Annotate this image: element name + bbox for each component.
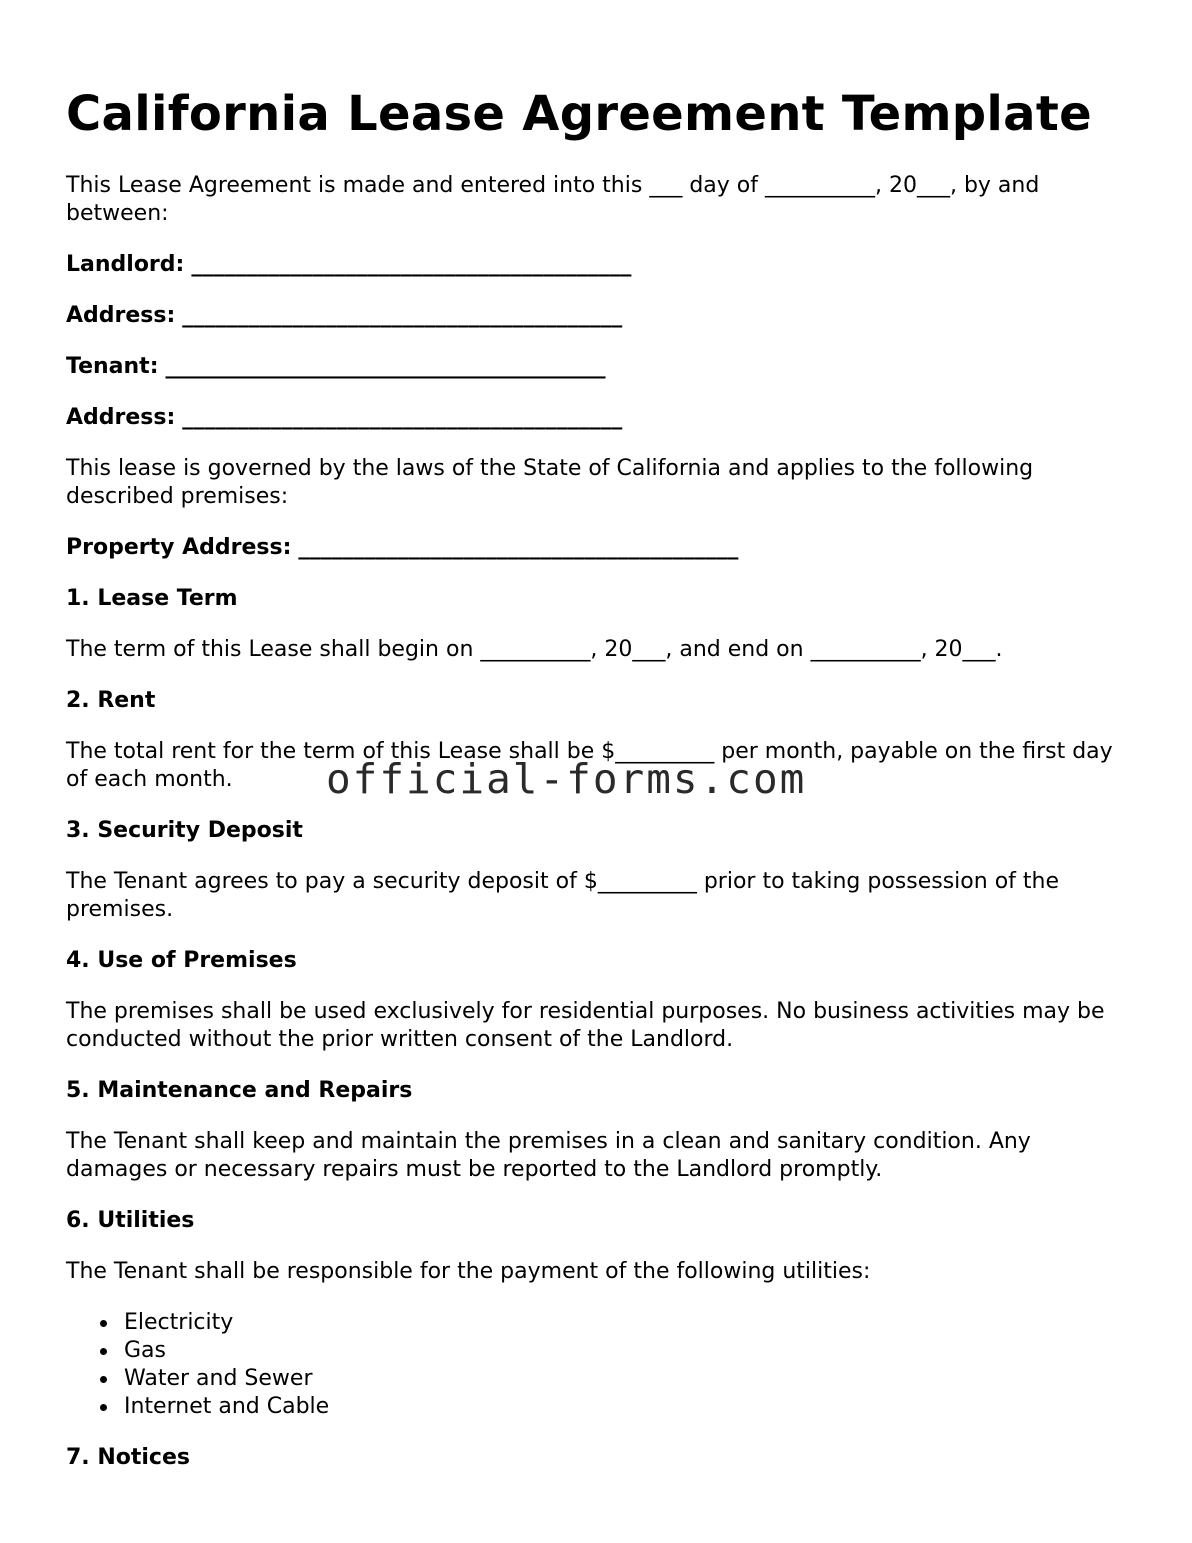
section-text-utilities: The Tenant shall be responsible for the payment of the following utilities: bbox=[66, 1259, 871, 1284]
document-page bbox=[66, 0, 1136, 1472]
section-text-lease-term: The term of this Lease shall begin on __________, 20___, and end on __________, 20___. bbox=[66, 637, 1003, 662]
document-title: California Lease Agreement Template bbox=[66, 86, 1092, 142]
property-address-field bbox=[66, 534, 1136, 562]
property-address-blank[interactable]: ________________________________________ bbox=[298, 535, 739, 560]
utilities-list-item: Water and Sewer bbox=[124, 1365, 1136, 1393]
section-text-use-of-premises: The premises shall be used exclusively for residential purposes. No business activities may be conducted without the prior written consent of the Landlord. bbox=[66, 999, 1105, 1052]
section-heading-use-of-premises: 4. Use of Premises bbox=[66, 948, 297, 973]
landlord-address-label: Address: bbox=[66, 303, 176, 328]
property-address-label: Property Address: bbox=[66, 535, 292, 560]
utilities-list-item: Gas bbox=[124, 1337, 1136, 1365]
section-heading-maintenance: 5. Maintenance and Repairs bbox=[66, 1078, 413, 1103]
section-heading-security-deposit: 3. Security Deposit bbox=[66, 818, 303, 843]
intro-paragraph: This Lease Agreement is made and entered into this ___ day of __________, 20___, by and between: bbox=[66, 173, 1040, 226]
tenant-blank[interactable]: ________________________________________ bbox=[165, 354, 606, 379]
utilities-list-item: Internet and Cable bbox=[124, 1393, 1136, 1421]
landlord-field bbox=[66, 251, 1136, 279]
utilities-list-item: Electricity bbox=[124, 1309, 1136, 1337]
landlord-address-field bbox=[66, 302, 1136, 330]
tenant-field bbox=[66, 353, 1136, 381]
section-heading-lease-term: 1. Lease Term bbox=[66, 586, 238, 611]
watermark: official-forms.com bbox=[326, 755, 807, 803]
section-heading-notices: 7. Notices bbox=[66, 1445, 190, 1470]
section-text-security-deposit: The Tenant agrees to pay a security deposit of $_________ prior to taking possession of the premises. bbox=[66, 869, 1059, 922]
section-heading-rent: 2. Rent bbox=[66, 688, 156, 713]
tenant-address-label: Address: bbox=[66, 405, 176, 430]
landlord-address-blank[interactable]: ________________________________________ bbox=[182, 303, 623, 328]
tenant-address-blank[interactable]: ________________________________________ bbox=[182, 405, 623, 430]
section-text-maintenance: The Tenant shall keep and maintain the premises in a clean and sanitary condition. Any damages or necessary repairs must be reported to the Landlord promptly. bbox=[66, 1129, 1031, 1182]
governing-paragraph: This lease is governed by the laws of the State of California and applies to the following described premises: bbox=[66, 456, 1034, 509]
tenant-label: Tenant: bbox=[66, 354, 159, 379]
section-heading-utilities: 6. Utilities bbox=[66, 1208, 195, 1233]
utilities-list bbox=[66, 1309, 1136, 1421]
tenant-address-field bbox=[66, 404, 1136, 432]
section-text-rent: The total rent for the term of this Lease shall be $_________ per month, payable on the first day of each month. bbox=[66, 739, 1113, 792]
landlord-blank[interactable]: ________________________________________ bbox=[191, 252, 632, 277]
landlord-label: Landlord: bbox=[66, 252, 185, 277]
